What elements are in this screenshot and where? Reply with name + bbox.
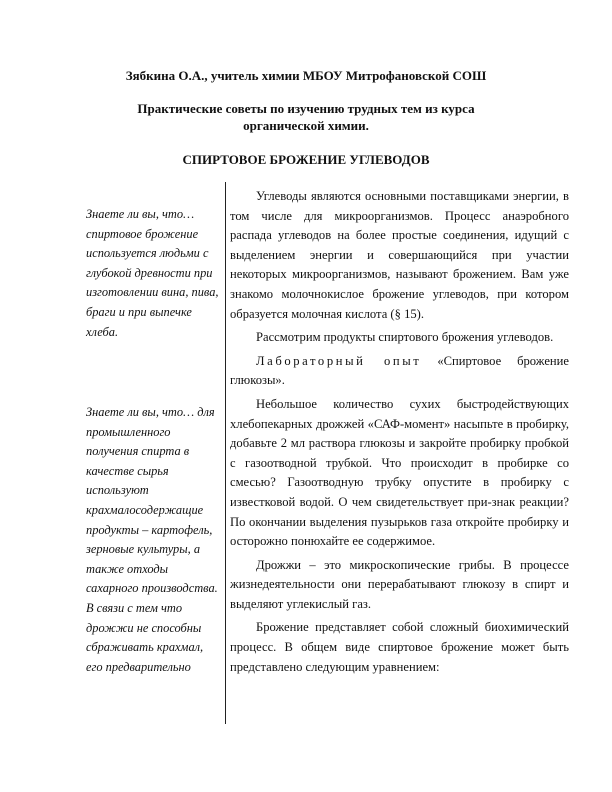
sidebar-note-2	[86, 403, 220, 677]
paragraph: Брожение представляет собой сложный биохимический процесс. В общем виде спиртовое брожение может быть представлено следующим уравнением:	[230, 620, 569, 674]
sidebar-note-text: Знаете ли вы, что… спиртовое брожение используется людьми с глубокой древности при изготовлении вина, пива, браги и при выпечке хлеба.	[86, 207, 219, 339]
lab-experiment-paragraph	[230, 352, 569, 391]
sidebar-note-1	[86, 205, 220, 342]
column-divider	[225, 182, 226, 724]
author-line: Зябкина О.А., учитель химии МБОУ Митрофановской СОШ	[125, 68, 487, 83]
main-text	[230, 187, 569, 681]
paragraph: Углеводы являются основными поставщиками энергии, в том числе для микроорганизмов. Процесс анаэробного распада углеводов на более простые соединения, идущий с выделением энергии и совершающийся при участии некоторых микроорганизмов, называют брожением. Вам уже знакомо молочнокислое брожение углеводов, при котором образуется молочная кислота (§ 15).	[230, 189, 569, 321]
lab-experiment-label: Лабораторный опыт	[256, 353, 422, 368]
paragraph: Рассмотрим продукты спиртового брожения углеводов.	[256, 330, 554, 345]
page-title: СПИРТОВОЕ БРОЖЕНИЕ УГЛЕВОДОВ	[182, 152, 430, 167]
lab-experiment-title: «Спиртовое брожение глюкозы».	[230, 353, 569, 388]
document-subtitle: Практические советы по изучению трудных тем из курса органической химии.	[137, 101, 475, 133]
paragraph: Небольшое количество сухих быстродействующих хлебопекарных дрожжей «САФ-момент» насыпьте в пробирку, добавьте 2 мл раствора глюкозы и закройте пробирку пробкой с газоотводной трубкой. Что происходит в пробирке со смесью? Газоотводную трубку опустите в пробирку с известковой водой. О чем свидетельствует при-знак реакции? По окончании выделения пузырьков газа откройте пробирку и осторожно понюхайте ее содержимое.	[230, 396, 569, 549]
sidebar-note-text: Знаете ли вы, что… для промышленного получения спирта в качестве сырья используют крахмалосодержащие продукты – картофель, зерновые культуры, а также отходы сахарного производства. В связи с тем что дрожжи не способны сбраживать крахмал, его предварительно	[86, 405, 218, 674]
paragraph: Дрожжи – это микроскопические грибы. В процессе жизнедеятельности они перерабатывают глюкозу в спирт и выделяют углекислый газ.	[230, 557, 569, 611]
